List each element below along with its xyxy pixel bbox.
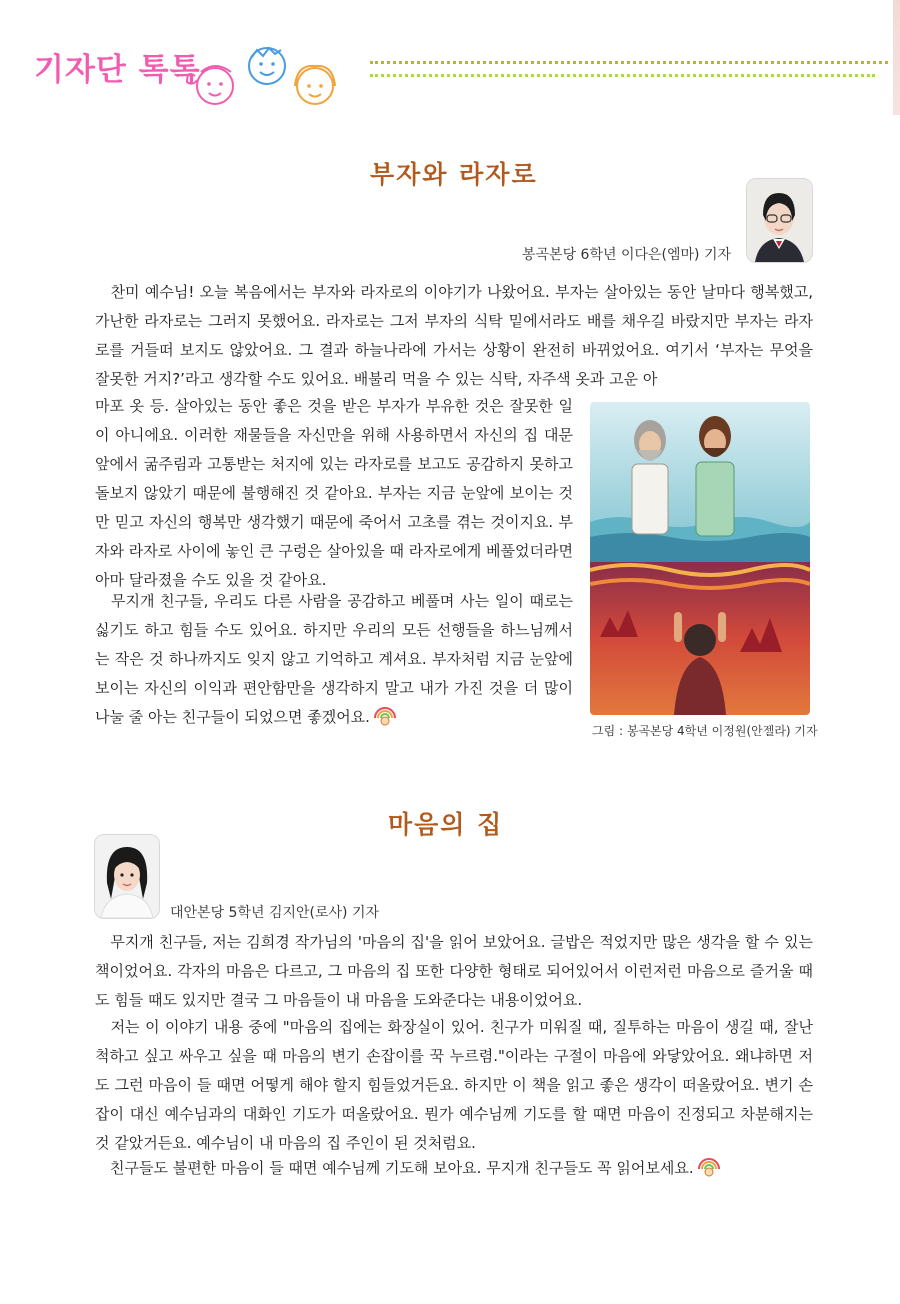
rainbow-kid-icon — [697, 1157, 721, 1177]
article2-paragraph-2: 저는 이 이야기 내용 중에 "마음의 집에는 화장실이 있어. 친구가 미워질 때, 질투하는 마음이 생길 때, 잘난 척하고 싶고 싸우고 싶을 때 마음의 변기 손잡이를 꾹 누르렴."이라는 구절이 마음에 와닿았어요. 왜냐하면 저도 그런 마음이 들 때면 어떻게 해야 할지 힘들었거든요. 하지만 이 책을 읽고 좋은 생각이 떠올랐어요. 변기 손잡이 대신 예수님과의 대화인 기도가 떠올랐어요. 뭔가 예수님께 기도를 할 때면 마음이 진정되고 차분해지는 것 같았거든요. 예수님이 내 마음의 집 주인이 된 것처럼요. — [95, 1018, 813, 1152]
section-title: 기자단 톡톡 — [34, 52, 201, 88]
article2-byline: 대안본당 5학년 김지안(로사) 기자 — [170, 905, 379, 921]
article1-paragraph-top: 찬미 예수님! 오늘 복음에서는 부자와 라자로의 이야기가 나왔어요. 부자는 살아있는 동안 날마다 행복했고, 가난한 라자로는 그러지 못했어요. 라자로는 그저 부자의 식탁 밑에서라도 배를 채우길 바랐지만 부자는 라자로를 거들떠 보지도 않았어요. 그 결과 하늘나라에 가서는 상황이 완전히 바뀌었어요. 여기서 ‘부자는 무엇을 잘못한 거지?’라고 생각할 수도 있어요. 배불리 먹을 수 있는 식탁, 자주색 옷과 고운 아 — [95, 283, 813, 388]
illustration-caption: 그림 : 봉곡본당 4학년 이정원(안젤라) 기자 — [592, 724, 818, 738]
header-dotted-line-bottom — [370, 74, 875, 77]
article1-title: 부자와 라자로 — [370, 160, 538, 189]
article1-byline: 봉곡본당 6학년 이다은(엠마) 기자 — [522, 247, 731, 263]
header-dotted-line-top — [370, 61, 888, 64]
reporter1-photo — [746, 178, 813, 263]
article1-paragraph-wrap: 마포 옷 등. 살아있는 동안 좋은 것을 받은 부자가 부유한 것은 잘못한 일이 아니에요. 이러한 재물들을 자신만을 위해 사용하면서 자신의 집 대문 앞에서 굶주림과 고통받는 처지에 있는 라자로를 보고도 공감하지 못하고 돌보지 않았기 때문에 불행해진 것 같아요. 부자는 지금 눈앞에 보이는 것만 믿고 자신의 행복만 생각했기 때문에 죽어서 고초를 겪는 것이지요. 부자와 라자로 사이에 놓인 큰 구렁은 살아있을 때 라자로에게 베풀었더라면 아마 달라졌을 수도 있을 것 같아요. — [95, 397, 573, 589]
rich-man-and-lazarus-illustration — [590, 402, 810, 715]
reporter2-photo — [94, 834, 160, 919]
article2-paragraph-1: 무지개 친구들, 저는 김희경 작가님의 '마음의 집'을 읽어 보았어요. 글밥은 적었지만 많은 생각을 할 수 있는 책이었어요. 각자의 마음은 다르고, 그 마음의 집 또한 다양한 형태로 되어있어서 이런저런 마음으로 즐거울 때도 힘들 때도 있지만 결국 그 마음들이 내 마음을 도와준다는 내용이었어요. — [95, 933, 813, 1009]
article2-paragraph-3: 친구들도 불편한 마음이 들 때면 예수님께 기도해 보아요. 무지개 친구들도 꼭 읽어보세요. — [95, 1154, 813, 1183]
article1-paragraph-last: 무지개 친구들, 우리도 다른 사람을 공감하고 베풀며 사는 일이 때로는 싫기도 하고 힘들 수도 있어요. 하지만 우리의 모든 선행들을 하느님께서는 작은 것 하나까지도 잊지 않고 기억하고 계셔요. 부자처럼 지금 눈앞에 보이는 자신의 이익과 편안함만을 생각하지 말고 내가 가진 것을 더 많이 나눌 줄 아는 친구들이 되었으면 좋겠어요. — [95, 592, 573, 726]
page-edge-bar — [893, 0, 900, 115]
article2-title: 마음의 집 — [388, 810, 504, 839]
children-faces-icon — [183, 42, 353, 112]
rainbow-kid-icon — [373, 706, 397, 726]
